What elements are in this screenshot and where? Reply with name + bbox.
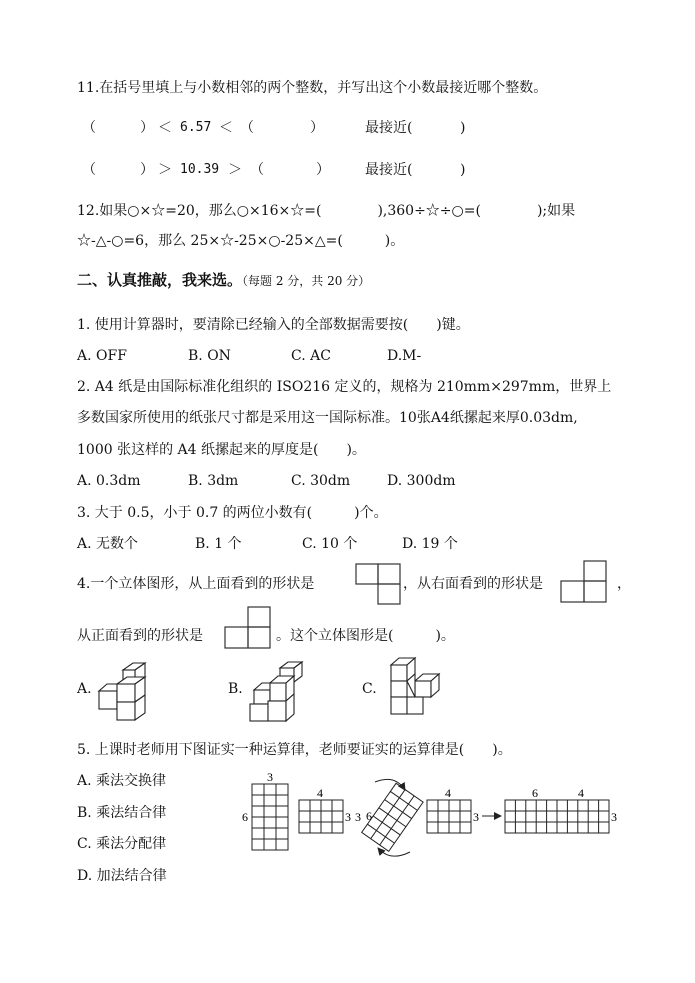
q11-r2-paren-close2: ） — [316, 162, 330, 178]
rotate-arrow-top — [375, 779, 405, 790]
q11-r1-nearest-close: ) — [460, 120, 466, 136]
c1-option-c: C. AC — [291, 348, 331, 364]
c5-text: 5. 上课时老师用下图证实一种运算律，老师要证实的运算律是( )。 — [77, 742, 512, 758]
q11-r1-number: 6.57 — [180, 120, 212, 135]
top-view-figure — [355, 563, 401, 606]
c2-line3: 1000 张这样的 A4 纸摞起来的厚度是( )。 — [77, 442, 366, 458]
q11-text: 11.在括号里填上与小数相邻的两个整数，并写出这个小数最接近哪个整数。 — [77, 80, 548, 96]
c4-option-b-solid — [244, 660, 308, 724]
c2-option-d: D. 300dm — [387, 473, 456, 489]
q11-r1-op2: ＜ — [219, 120, 233, 136]
c4-option-a-solid — [93, 660, 155, 724]
grid-4x3-second — [427, 800, 471, 833]
q11-r1-op1: ＜ — [158, 120, 172, 136]
q11-r2-nearest-label: 最接近( — [365, 162, 413, 178]
grid-e-right-label: 3 — [611, 810, 617, 824]
c4-option-a-label: A. — [77, 681, 92, 697]
q11-r1-nearest-label: 最接近( — [365, 120, 413, 136]
front-view-figure — [224, 606, 272, 650]
c2-line1: 2. A4 纸是由国际标准化组织的 ISO216 定义的，规格为 210mm×297mm，世界上 — [77, 379, 612, 395]
grid-d-top-label: 4 — [445, 786, 451, 800]
c3-option-c: C. 10 个 — [302, 536, 358, 552]
grid-a-top-label: 3 — [267, 770, 273, 784]
rotate-arrow-bottom — [378, 848, 410, 856]
q12-line1: 12.如果○×☆=20，那么○×16×☆=( ),360÷☆÷○=( );如果 — [77, 203, 576, 219]
grid-b-right-label: 3 — [345, 810, 351, 824]
c5-option-d: D. 加法结合律 — [77, 868, 167, 884]
c4-option-b-label: B. — [228, 681, 243, 697]
grid-10x3 — [505, 800, 609, 833]
grid-a-left-label: 6 — [242, 810, 248, 824]
q11-r2-op1: ＞ — [158, 162, 172, 178]
q11-r1-paren-open1: （ — [82, 120, 96, 136]
c5-option-a: A. 乘法交换律 — [77, 773, 167, 789]
c2-line2: 多数国家所使用的纸张尺寸都是采用这一国际标准。10张A4纸摞起来厚0.03dm, — [77, 410, 578, 426]
c4-option-c-solid — [385, 656, 443, 718]
c4-text-part4: 从正面看到的形状是 — [77, 628, 203, 644]
grid-d-right-label: 3 — [473, 810, 479, 824]
c4-text-part5: 。这个立体图形是( )。 — [276, 628, 455, 644]
c4-option-c-label: C. — [362, 681, 377, 697]
c4-text-part1: 4.一个立体图形，从上面看到的形状是 — [77, 576, 315, 592]
c3-option-d: D. 19 个 — [402, 536, 458, 552]
c1-text: 1. 使用计算器时，要清除已经输入的全部数据需要按( )键。 — [77, 317, 470, 333]
c1-option-a: A. OFF — [77, 348, 127, 364]
section2-header — [77, 270, 370, 291]
grid-e-top-label-1: 6 — [532, 786, 538, 800]
q11-r2-number: 10.39 — [180, 162, 220, 177]
rotated-left-label: 6 — [366, 809, 372, 823]
q11-r2-nearest-close: ) — [460, 162, 466, 178]
c5-distributive-figure — [235, 770, 625, 860]
q11-r2-paren-open1: （ — [82, 162, 96, 178]
c4-text-part3: ， — [617, 576, 631, 592]
q11-r2-paren-close1: ） — [140, 162, 154, 178]
rotated-right-label: 3 — [355, 810, 361, 824]
c1-option-d: D.M- — [387, 348, 422, 364]
q11-r2-op2: ＞ — [228, 162, 242, 178]
grid-b-top-label: 4 — [317, 786, 323, 800]
c3-option-a: A. 无数个 — [77, 536, 139, 552]
c3-text: 3. 大于 0.5，小于 0.7 的两位小数有( )个。 — [77, 505, 388, 521]
section2-note: （每题 2 分，共 20 分） — [242, 274, 371, 288]
right-view-figure — [560, 560, 608, 604]
q11-r1-paren-close2: ） — [310, 120, 324, 136]
grid-4x3 — [299, 800, 343, 833]
c5-option-c: C. 乘法分配律 — [77, 836, 167, 852]
c2-option-c: C. 30dm — [291, 473, 351, 489]
section2-title: 二、认真推敲，我来选。 — [77, 271, 243, 289]
c3-option-b: B. 1 个 — [195, 536, 242, 552]
grid-e-top-label-2: 4 — [578, 786, 584, 800]
c4-text-part2: ，从右面看到的形状是 — [403, 576, 543, 592]
q11-r2-paren-open2: （ — [250, 162, 264, 178]
q12-line2: ☆-△-○=6，那么 25×☆-25×○-25×△=( )。 — [77, 233, 405, 249]
q11-r1-paren-open2: （ — [240, 120, 254, 136]
c2-option-a: A. 0.3dm — [77, 473, 141, 489]
grid-3x6 — [252, 784, 288, 850]
c5-option-b: B. 乘法结合律 — [77, 805, 167, 821]
c2-option-b: B. 3dm — [188, 473, 239, 489]
q11-r1-paren-close1: ） — [140, 120, 154, 136]
c1-option-b: B. ON — [188, 348, 231, 364]
